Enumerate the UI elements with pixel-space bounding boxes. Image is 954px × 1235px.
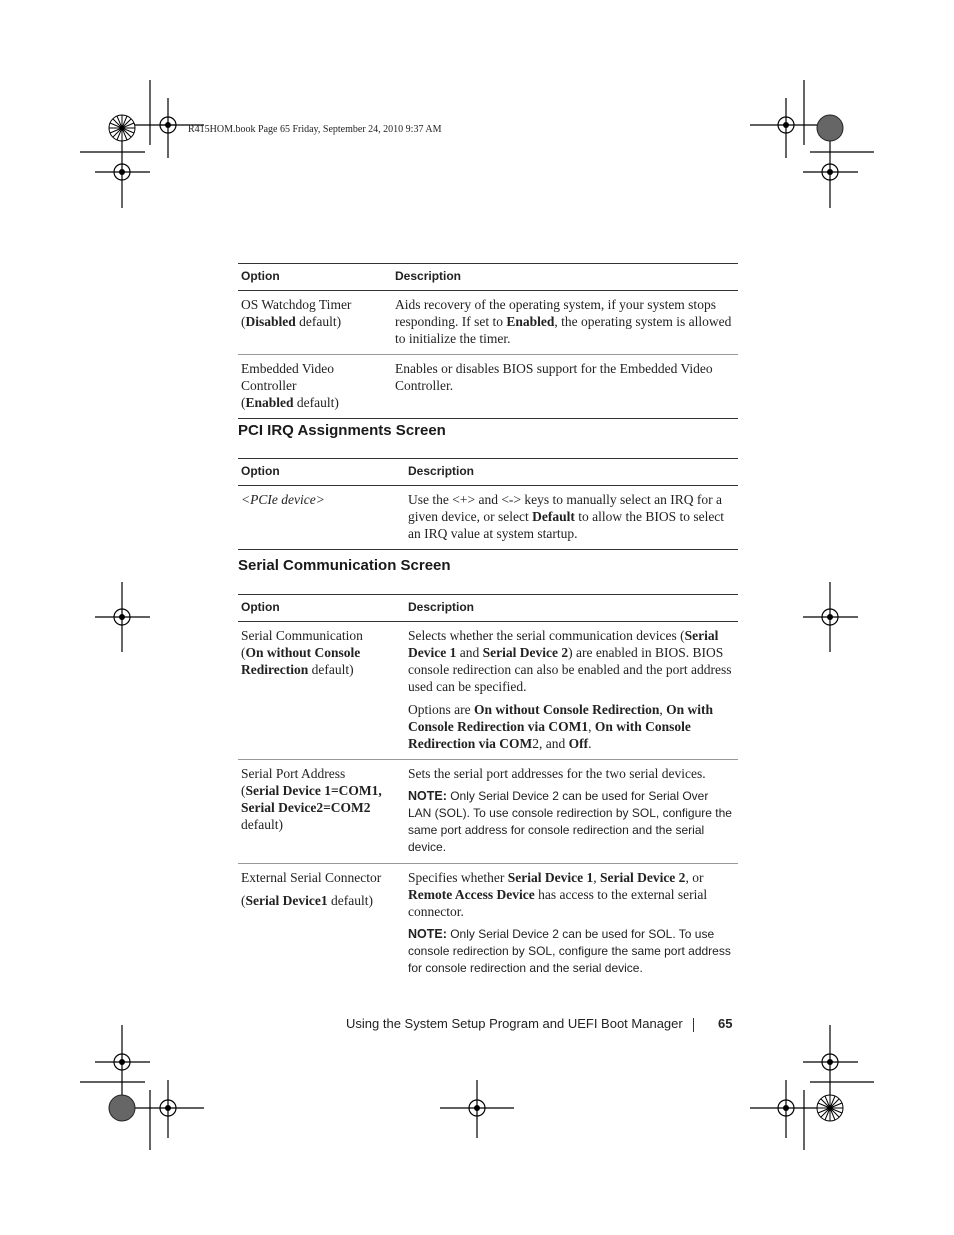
description-cell: Aids recovery of the operating system, if your system stops responding. If set to Enabled, the operating system is allowed to initialize the timer. <box>392 291 738 355</box>
section-heading: Serial Communication Screen <box>238 557 451 574</box>
description-cell: Selects whether the serial communication devices (Serial Device 1 and Serial Device 2) are enabled in BIOS. BIOS console redirection can also be enabled and the port address used can be specified. Options are On without Console Redirection, On with Console Redirection via COM1, On with Console Redirection via COM2, and Off. <box>405 622 738 760</box>
option-cell: OS Watchdog Timer (Disabled default) <box>238 291 392 355</box>
description-cell: Sets the serial port addresses for the two serial devices. NOTE: Only Serial Device 2 can be used for Serial Over LAN (SOL). To use console redirection by SOL, configure the same port address for console redirection and the serial device. <box>405 760 738 864</box>
column-header-option: Option <box>238 459 405 486</box>
column-header-option: Option <box>238 264 392 291</box>
description-cell: Specifies whether Serial Device 1, Serial Device 2, or Remote Access Device has access to the external serial connector. NOTE: Only Serial Device 2 can be used for SOL. To use console redirection by SOL, configure the same port address for console redirection and the serial device. <box>405 864 738 985</box>
options-table-1 <box>238 263 738 419</box>
column-header-option: Option <box>238 595 405 622</box>
table-row <box>238 291 738 355</box>
print-header: R415HOM.book Page 65 Friday, September 24, 2010 9:37 AM <box>188 124 442 135</box>
table-row <box>238 622 738 760</box>
option-cell: Embedded Video Controller (Enabled default) <box>238 355 392 419</box>
section-heading: PCI IRQ Assignments Screen <box>238 422 446 439</box>
note: NOTE: Only Serial Device 2 can be used for SOL. To use console redirection by SOL, configure the same port address for console redirection and the serial device. <box>408 927 731 975</box>
table-row <box>238 760 738 864</box>
column-header-description: Description <box>405 459 738 486</box>
description-cell: Use the <+> and <-> keys to manually select an IRQ for a given device, or select Default to allow the BIOS to select an IRQ value at system startup. <box>405 486 738 550</box>
footer-chapter: Using the System Setup Program and UEFI Boot Manager <box>346 1016 683 1031</box>
option-cell: Serial Communication (On without Console Redirection default) <box>238 622 405 760</box>
table-row <box>238 355 738 419</box>
column-header-description: Description <box>405 595 738 622</box>
options-table-2 <box>238 458 738 550</box>
page-number: 65 <box>718 1016 733 1031</box>
description-cell: Enables or disables BIOS support for the Embedded Video Controller. <box>392 355 738 419</box>
option-cell: <PCIe device> <box>238 486 405 550</box>
note: NOTE: Only Serial Device 2 can be used for Serial Over LAN (SOL). To use console redirection by SOL, configure the same port address for console redirection and the serial device. <box>408 789 732 854</box>
option-cell: External Serial Connector (Serial Device1 default) <box>241 870 382 908</box>
options-table-3 <box>238 594 738 984</box>
column-header-description: Description <box>392 264 738 291</box>
option-cell: Serial Port Address (Serial Device 1=COM1, Serial Device2=COM2 default) <box>238 760 405 864</box>
footer-divider <box>693 1018 694 1032</box>
table-row <box>238 486 738 550</box>
table-row <box>238 864 738 985</box>
